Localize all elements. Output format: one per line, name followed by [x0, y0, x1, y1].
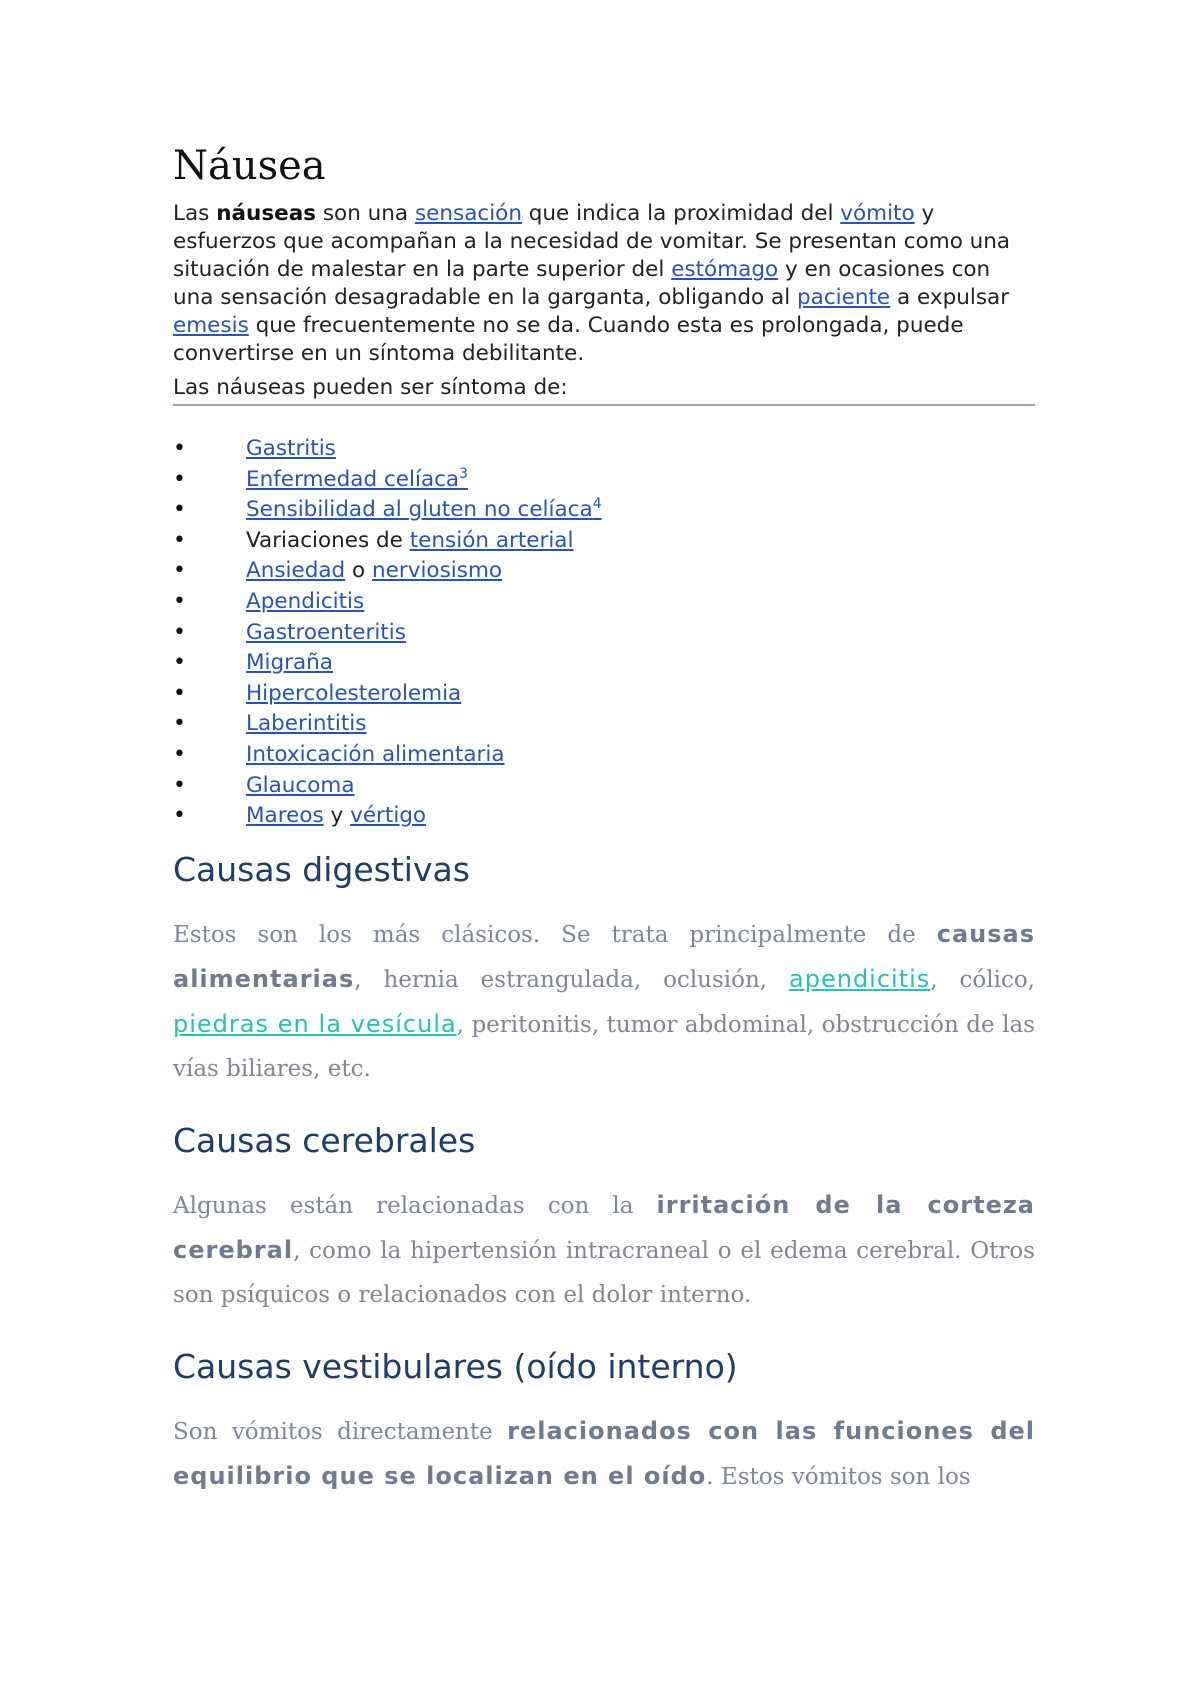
list-item — [173, 618, 1035, 649]
document-page — [173, 140, 1035, 1499]
body-text: , peritonitis, tumor abdominal, obstrucción de las vías biliares, etc. — [173, 1011, 1035, 1082]
intro-text: Las — [173, 201, 217, 226]
paragraph-vestibulares — [173, 1409, 1035, 1499]
link-apendicitis[interactable]: Apendicitis — [246, 588, 365, 614]
list-text: o — [345, 558, 373, 584]
bullet-icon: • — [173, 680, 186, 706]
bullet-icon: • — [173, 619, 186, 645]
link-text: Enfermedad celíaca — [246, 466, 460, 492]
link-gastroenteritis[interactable]: Gastroenteritis — [246, 619, 406, 645]
list-item — [173, 587, 1035, 618]
link-ansiedad[interactable]: Ansiedad — [246, 558, 346, 584]
body-text: , cólico, — [930, 966, 1035, 993]
link-vomito[interactable]: vómito — [840, 201, 915, 226]
body-text: Son vómitos directamente — [173, 1418, 508, 1445]
list-item — [173, 679, 1035, 710]
link-hipercolesterolemia[interactable]: Hipercolesterolemia — [246, 680, 462, 706]
link-sensacion[interactable]: sensación — [414, 201, 522, 226]
link-laberintitis[interactable]: Laberintitis — [246, 711, 367, 737]
link-sensibilidad-gluten[interactable] — [246, 497, 602, 522]
list-item — [173, 771, 1035, 802]
body-text: , hernia estrangulada, oclusión, — [354, 966, 790, 993]
intro-text: son una — [316, 201, 415, 226]
bullet-icon: • — [173, 436, 186, 461]
list-item — [173, 526, 1035, 557]
link-vertigo[interactable]: vértigo — [350, 803, 427, 829]
bullet-icon: • — [173, 527, 186, 553]
body-text: Algunas están relacionadas con la — [173, 1192, 657, 1219]
bullet-icon: • — [173, 711, 186, 737]
list-item — [173, 740, 1035, 771]
body-text: . Estos vómitos son los — [706, 1463, 971, 1490]
bullet-icon: • — [173, 650, 186, 676]
bullet-icon: • — [173, 588, 186, 614]
heading-causas-cerebrales: Causas cerebrales — [173, 1120, 476, 1160]
list-item — [173, 434, 1035, 465]
symptoms-list — [173, 434, 1035, 832]
bullet-icon: • — [173, 466, 186, 492]
bullet-icon: • — [173, 803, 186, 829]
link-apendicitis-body[interactable]: apendicitis — [789, 964, 931, 993]
intro-text: y en ocasiones con una sensación desagradable en la garganta, obligando al — [173, 257, 991, 310]
link-gastritis[interactable]: Gastritis — [246, 436, 336, 461]
link-estomago[interactable]: estómago — [671, 257, 779, 282]
bullet-icon: • — [173, 497, 186, 523]
link-tension-arterial[interactable]: tensión arterial — [409, 527, 574, 553]
list-item — [173, 556, 1035, 587]
symptoms-lead: Las náuseas pueden ser síntoma de: — [173, 374, 1035, 406]
bullet-icon: • — [173, 558, 186, 584]
intro-bold-term: náuseas — [216, 201, 317, 226]
bullet-icon: • — [173, 772, 186, 798]
body-text: , como la hipertensión intracraneal o el edema cerebral. Otros son psíquicos o relacionados con el dolor interno. — [173, 1237, 1035, 1308]
emphasis-text: causas alimentarias — [173, 919, 1035, 993]
intro-text: a expulsar — [890, 285, 1010, 310]
list-item — [173, 709, 1035, 740]
link-text: Sensibilidad al gluten no celíaca — [246, 497, 593, 523]
emphasis-text: irritación de la corteza cerebral — [173, 1190, 1036, 1264]
list-text: Variaciones de — [246, 527, 410, 553]
intro-text: que frecuentemente no se da. Cuando esta es prolongada, puede convertirse en un síntoma debilitante. — [173, 313, 964, 366]
link-nerviosismo[interactable]: nerviosismo — [372, 558, 503, 584]
intro-paragraph — [173, 200, 1035, 368]
link-emesis[interactable]: emesis — [173, 313, 249, 338]
list-text: y — [323, 803, 351, 829]
heading-causas-vestibulares: Causas vestibulares (oído interno) — [173, 1346, 738, 1386]
link-migrana[interactable]: Migraña — [246, 650, 333, 676]
link-enfermedad-celiaca[interactable] — [246, 467, 468, 492]
intro-text: y esfuerzos que acompañan a la necesidad de vomitar. Se presentan como una situación de malestar en la parte superior del — [173, 201, 1011, 282]
list-item — [173, 648, 1035, 679]
footnote-ref: 4 — [592, 496, 602, 513]
list-item — [173, 465, 1035, 496]
heading-causas-digestivas: Causas digestivas — [173, 849, 470, 889]
paragraph-cerebrales — [173, 1183, 1035, 1317]
bullet-icon: • — [173, 741, 186, 767]
page-title: Náusea — [173, 143, 326, 189]
emphasis-text: relacionados con las funciones del equilibrio que se localizan en el oído — [173, 1416, 1036, 1490]
link-intoxicacion[interactable]: Intoxicación alimentaria — [246, 741, 505, 767]
body-text: Estos son los más clásicos. Se trata principalmente de — [173, 921, 937, 948]
list-item — [173, 801, 1035, 832]
list-item — [173, 495, 1035, 526]
paragraph-digestivas — [173, 912, 1035, 1091]
link-mareos[interactable]: Mareos — [246, 803, 324, 829]
intro-text: que indica la proximidad del — [521, 201, 841, 226]
link-piedras-vesicula[interactable]: piedras en la vesícula — [173, 1009, 457, 1038]
link-glaucoma[interactable]: Glaucoma — [246, 772, 355, 798]
footnote-ref: 3 — [459, 465, 469, 482]
link-paciente[interactable]: paciente — [797, 285, 891, 310]
